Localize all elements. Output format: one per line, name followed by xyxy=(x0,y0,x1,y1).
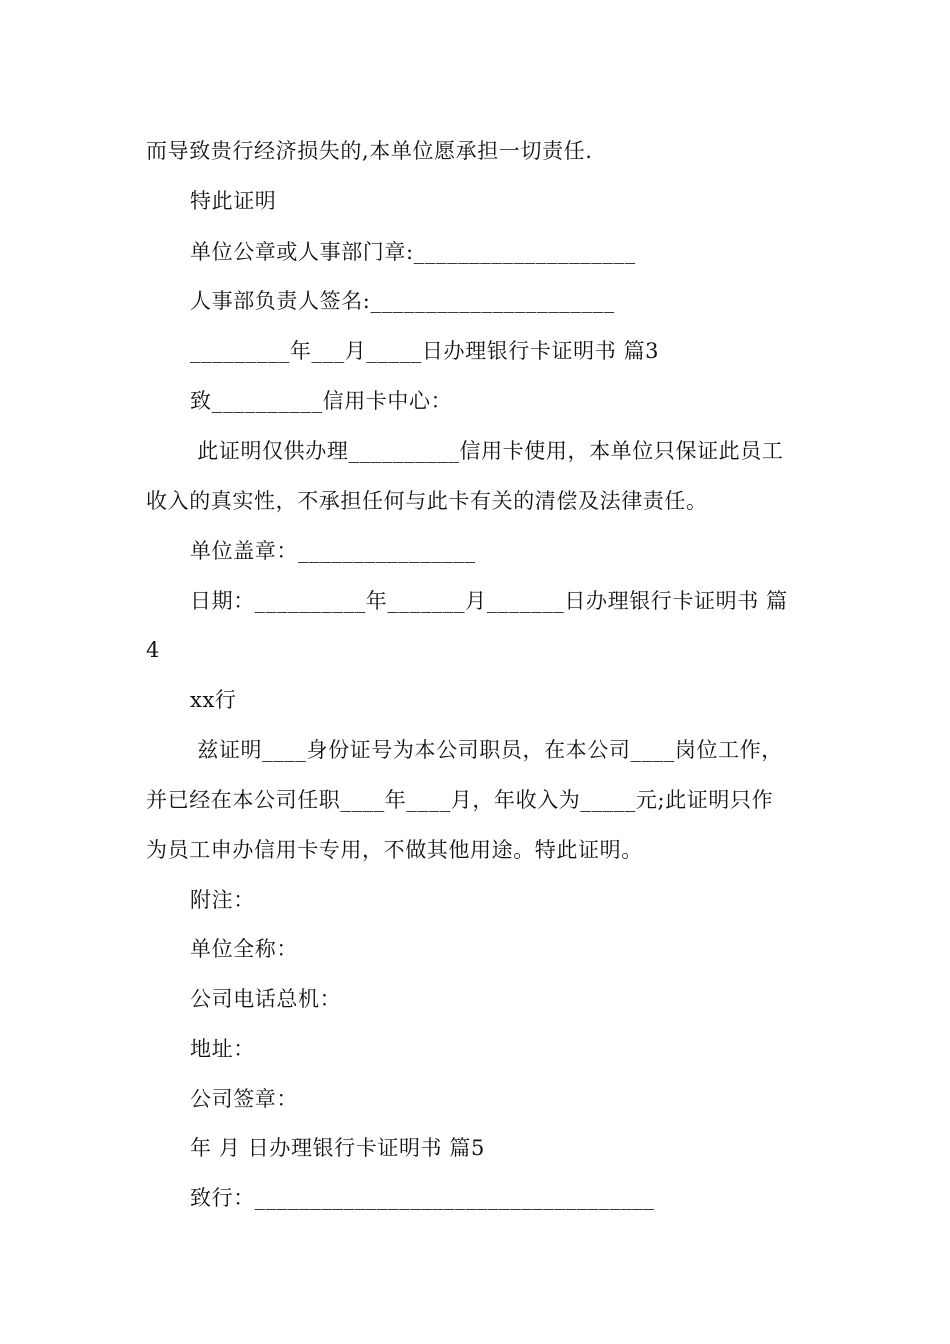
text-line-hereby-certify: 特此证明 xyxy=(190,189,277,213)
text-line-company-phone: 公司电话总机： xyxy=(190,987,342,1011)
text-line-address: 地址： xyxy=(190,1037,255,1061)
text-line-date-heading-4: 日期：__________年_______月_______日办理银行卡证明书 篇 xyxy=(190,589,788,613)
text-line-unit-stamp: 单位盖章：________________ xyxy=(190,539,476,563)
text-line-usage-statement: 此证明仅供办理__________信用卡使用，本单位只保证此员工 xyxy=(190,439,784,463)
text-line-unit-seal: 单位公章或人事部门章:____________________ xyxy=(190,240,636,264)
text-line-company-seal: 公司签章： xyxy=(190,1087,298,1111)
text-line-income-truth: 收入的真实性，不承担任何与此卡有关的清偿及法律责任。 xyxy=(146,489,708,513)
text-line-to-bank: 致行：____________________________________ xyxy=(190,1186,655,1210)
text-line-purpose: 为员工申办信用卡专用，不做其他用途。特此证明。 xyxy=(146,838,643,862)
text-line-company-name: 单位全称： xyxy=(190,937,298,961)
text-line-to-card-center: 致__________信用卡中心： xyxy=(190,389,453,413)
text-line-note: 附注： xyxy=(190,888,255,912)
text-line-date-heading-3: _________年___月_____日办理银行卡证明书 篇3 xyxy=(190,339,660,363)
text-line-date-heading-5: 年 月 日办理银行卡证明书 篇5 xyxy=(190,1136,485,1160)
text-line-employment-term: 并已经在本公司任职____年____月，年收入为_____元;此证明只作 xyxy=(146,788,774,812)
text-line-hr-signature: 人事部负责人签名:______________________ xyxy=(190,289,615,313)
text-line-employee-certify: 兹证明____身份证号为本公司职员，在本公司____岗位工作， xyxy=(190,738,783,762)
text-line-section-number-4: 4 xyxy=(146,638,160,662)
text-line-liability: 而导致贵行经济损失的,本单位愿承担一切责任. xyxy=(146,139,593,163)
text-line-bank-name: xx行 xyxy=(190,688,237,712)
